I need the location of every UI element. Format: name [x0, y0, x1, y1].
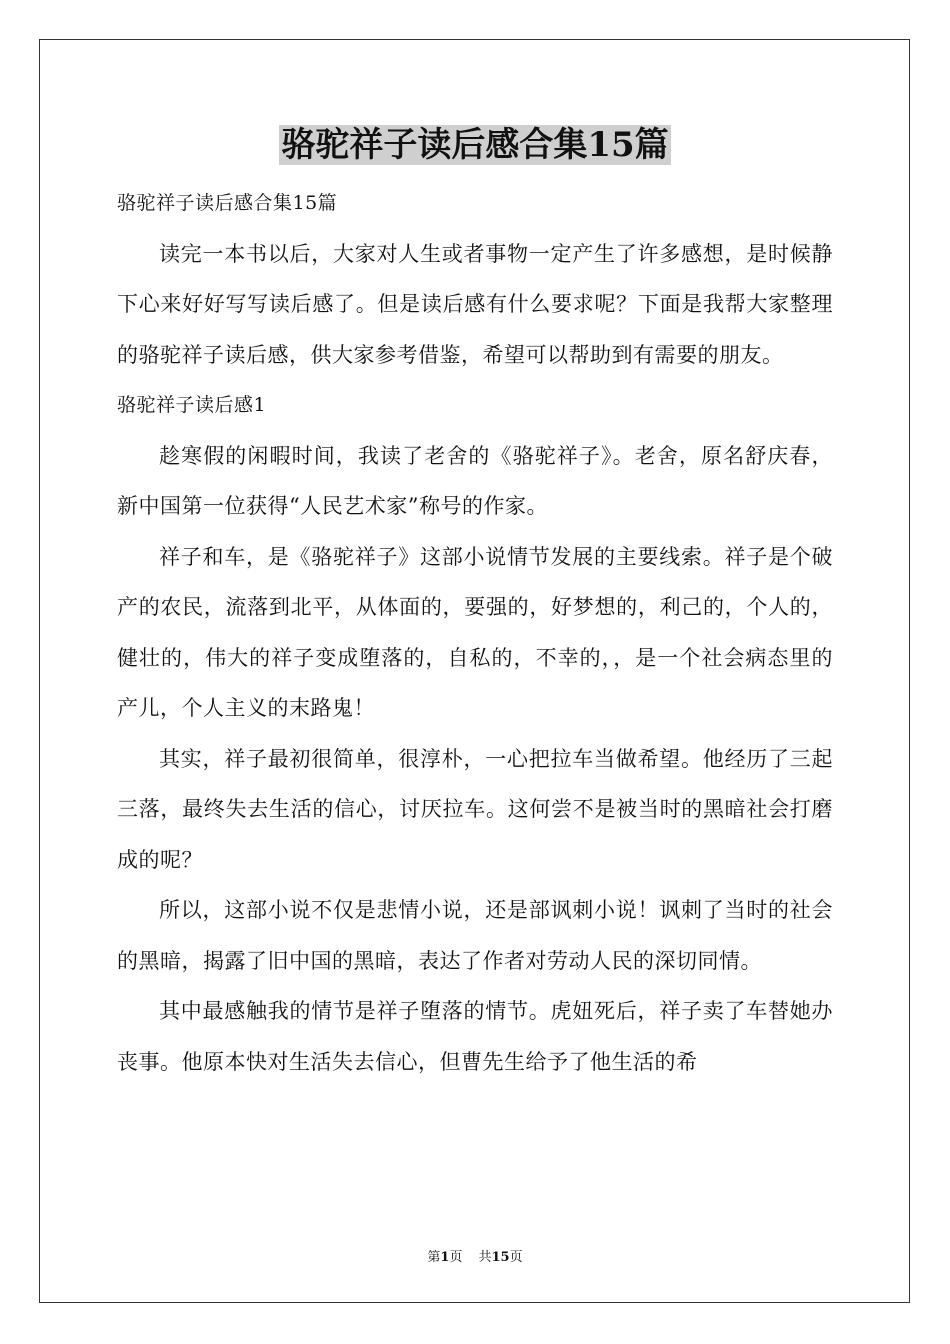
body-paragraph: 其实，祥子最初很简单，很淳朴，一心把拉车当做希望。他经历了三起三落，最终失去生活的信心，讨厌拉车。这何尝不是被当时的黑暗社会打磨成的呢？: [117, 746, 833, 872]
intro-paragraph: 读完一本书以后，大家对人生或者事物一定产生了许多感想，是时候静下心来好好写写读后感了。但是读后感有什么要求呢？下面是我帮大家整理的骆驼祥子读后感，供大家参考借鉴，希望可以帮助到有需要的朋友。: [117, 241, 833, 367]
body-paragraph: 所以，这部小说不仅是悲情小说，还是部讽刺小说！讽刺了当时的社会的黑暗，揭露了旧中国的黑暗，表达了作者对劳动人民的深切同情。: [117, 898, 833, 973]
section-heading-1: 骆驼祥子读后感1: [117, 394, 267, 416]
total-label-suffix: 页: [509, 1250, 523, 1265]
document-title-text: 骆驼祥子读后感合集15篇: [281, 125, 669, 165]
page-label-suffix: 页: [449, 1250, 463, 1265]
body-paragraph: 祥子和车，是《骆驼祥子》这部小说情节发展的主要线索。祥子是个破产的农民，流落到北平，从体面的，要强的，好梦想的，利己的，个人的，健壮的，伟大的祥子变成堕落的，自私的，不幸的，，是一个社会病态里的产儿，个人主义的末路鬼！: [117, 544, 833, 720]
page-label-prefix: 第: [427, 1250, 441, 1265]
document-title: [0, 122, 950, 168]
total-pages: 15: [491, 1250, 510, 1265]
page-number: 1: [440, 1250, 450, 1265]
body-paragraph: 其中最感触我的情节是祥子堕落的情节。虎妞死后，祥子卖了车替她办丧事。他原本快对生活失去信心，但曹先生给予了他生活的希: [117, 999, 833, 1074]
subtitle-heading: 骆驼祥子读后感合集15篇: [117, 192, 338, 214]
page-footer: [0, 1246, 950, 1265]
total-label-prefix: 共: [478, 1250, 492, 1265]
document-body: [117, 178, 833, 1087]
body-paragraph: 趁寒假的闲暇时间，我读了老舍的《骆驼祥子》。老舍，原名舒庆春，新中国第一位获得“人民艺术家”称号的作家。: [117, 443, 833, 518]
